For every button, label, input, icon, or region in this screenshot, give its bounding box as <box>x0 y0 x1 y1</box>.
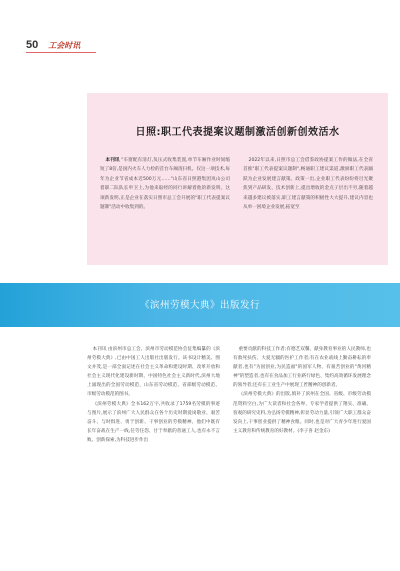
article-paragraph: 《滨州劳模大典》全书162万字,共收录了1759名劳模的事迹与图片,展示了滨州广大人民群众在各个历史时期爱岗敬业、艰苦奋斗、与时俱进、勇于创新、干事创业的劳模精神。他们中既有长年奋战在生产一线,任劳任怨、甘于奉献的普通工人,也有永不言败、创新探索,为科技进步作出 <box>87 401 220 443</box>
page-header <box>26 38 80 52</box>
article-banner <box>0 283 400 327</box>
article-paragraph: 重要贡献的科技工作者;有德艺双馨、献身教育事业的人民教师,也有救死扶伤、大爱无疆的医护工作者;有在农业战线上勤奋耕耘的奉献者,也有"为国创业,为民造福"的国军人物、有艰苦创业的"黄河精神"的塑造者,也有在食品加工行业跻行绿色、集约高效循环发展理念的领导者;还有在工业生产中展现工匠精神的创新者。 <box>233 347 371 389</box>
news-box <box>87 93 388 265</box>
section-title: 工会时讯 <box>48 40 81 50</box>
news-box-title: 日照:职工代表提案议题制激活创新创效活水 <box>135 127 340 138</box>
news-box-left-text: "车窗配有清灯,负压式收集装置,单节车厢作业时间缩短了8倍,是国内火车人力检的首台车厢清扫机。仅这一项技术,每年为企业节省成本近500万元……"山东省日照港集团岚山公司着职二队队长申卫上,为他来取经的同行讲解着他的新发明。这项新发明,正是企业在落实日照市总工会开展的"职工代表提案议题制"活动中收集到的。 <box>100 158 230 211</box>
news-box-lead: 本刊讯 <box>105 158 120 163</box>
news-box-left-paragraph <box>100 156 230 212</box>
news-box-right-paragraph: 2022年以来,日照市总工会借鉴政协提案工作的做法,在全省首推"职工代表提案议题制",畅通职工建议渠道,激励职工代表踊跃为企业发展建言献策。政策一出,企业职工代表纷纷将目光聚焦到产品研发、技术创新上,提出增收的金点子层出不穷,随着越来越多建议被落实,职工建言献策的积极性大大提升,建议内容也从单一困境企业发展,拓宽至 <box>243 158 373 211</box>
article-paragraph-text: 《滨州劳模大典》的出版,填补了滨州在全国、省级、市级劳动模范资料空白,为广大读者和社会各界、专家学者提供了翔实、准确、客观的研究史料,为弘扬劳模精神,彰显劳动力量,引领广大职工群众奋发向上,干事创业提供了精神食粮。同时,也是对广大青少年进行爱国主义教育和传统教育的好教材。 <box>233 392 371 434</box>
news-box-right-column <box>243 156 373 212</box>
article-paragraph: 本刊讯 由滨州市总工会、滨州市劳动模范协会征集编纂的《滨州劳模大典》,已由中国工人出版社出版发行。该书设计精美、图文并茂,是一部全面记述在社会主义革命和建设时期、改革开放和社会主义现代化建设新时期、中国特色社会主义新时代,滨州大地上涌现出的全国劳动模范、山东省劳动模范、省部级劳动模范、市级劳动模范的图书。 <box>87 347 220 398</box>
header-divider <box>26 52 96 53</box>
news-box-left-column <box>100 156 230 212</box>
article-paragraph <box>233 390 371 435</box>
page-number: 50 <box>26 39 39 51</box>
article-right-column <box>233 345 371 436</box>
article-left-column <box>87 345 220 445</box>
article-banner-title: 《滨州劳模大典》出版发行 <box>139 300 260 311</box>
article-signature: (李子喜 赵金东) <box>297 428 330 434</box>
